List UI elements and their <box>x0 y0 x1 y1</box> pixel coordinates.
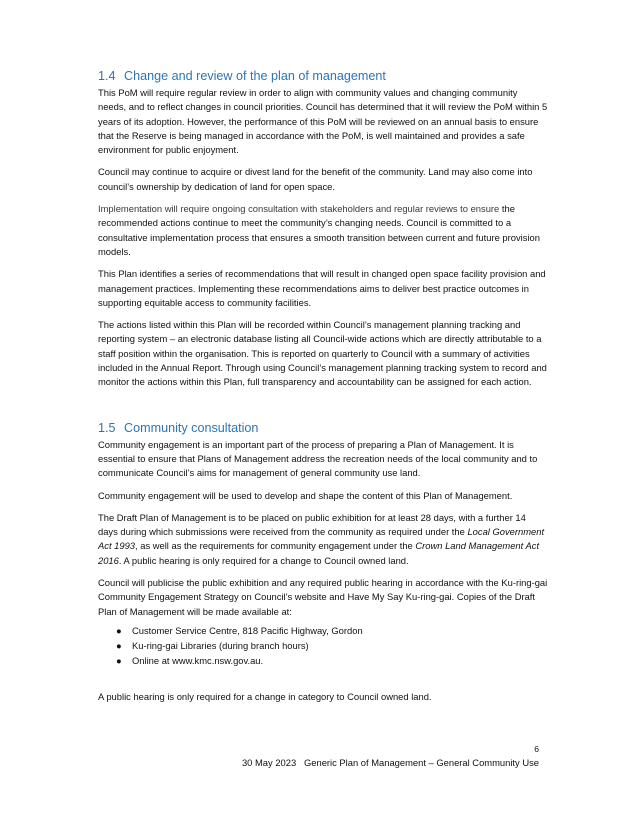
paragraph: This Plan identifies a series of recommendations that will result in changed open space facility provision and management practices. Implementing these recommendations aims to deliver best practice outcomes in supporting equitable access to community facilities. <box>98 268 546 308</box>
section-number: 1.4 <box>98 69 116 83</box>
paragraph: This PoM will require regular review in order to align with community values and changing community needs, and to reflect changes in council priorities. Council has determined that it will review the PoM within 5 years of its adoption. However, the performance of this PoM will be reviewed on an annual basis to ensure that the Reserve is being managed in accordance with the PoM, is well maintained and provides a safe environment for public enjoyment. <box>98 87 548 156</box>
list-item-text: Customer Service Centre, 818 Pacific Highway, Gordon <box>132 624 363 636</box>
document-page <box>98 68 548 712</box>
paragraph-line: Implementation will require ongoing consultation with stakeholders and regular reviews to ensure <box>98 203 500 215</box>
text-run: The Draft Plan of Management is to be placed on public exhibition for at least 28 days, with a further 14 days during which submissions were received from the community as required under the <box>98 511 526 538</box>
text-run: , as well as the requirements for community engagement under the <box>135 540 416 552</box>
bullet-icon: ● <box>116 624 122 636</box>
paragraph: The actions listed within this Plan will be recorded within Council’s management planning tracking and reporting system – an electronic database listing all Council-wide actions which are directly attributable to a staff position within the organisation. This is reported on quarterly to Council with a summary of activities included in the Annual Report. Through using Council’s management planning tracking system to record and monitor the actions within this Plan, full transparency and accountability can be assigned for each action. <box>98 319 547 388</box>
section-heading-1-5 <box>98 420 548 436</box>
list-item-text: Ku-ring-gai Libraries (during branch hours) <box>132 639 309 651</box>
act-title: Crown Land Management Act 2016 <box>98 540 540 566</box>
paragraph <box>98 202 548 259</box>
section-title: Community consultation <box>124 420 259 435</box>
paragraph-line: the recommended actions continue to meet the community’s changing needs. Council is committed to a consultative implementation process that ensures a smooth transition between current and future provision models. <box>98 203 540 257</box>
paragraph: Community engagement will be used to develop and shape the content of this Plan of Management. <box>98 489 513 501</box>
section-number: 1.5 <box>98 420 116 435</box>
text-run: . A public hearing is only required for a change to Council owned land. <box>118 554 409 566</box>
act-title: Local Government Act 1993 <box>98 526 545 552</box>
section-heading-1-4 <box>98 68 548 84</box>
availability-list <box>98 623 548 668</box>
paragraph: A public hearing is only required for a change in category to Council owned land. <box>98 690 432 702</box>
list-item <box>116 623 548 638</box>
paragraph: Council may continue to acquire or divest land for the benefit of the community. Land may also come into council’s ownership by dedication of land for open space. <box>98 166 533 192</box>
list-item <box>116 653 548 668</box>
paragraph: Council will publicise the public exhibition and any required public hearing in accordance with the Ku-ring-gai Community Engagement Strategy on Council’s website and Have My Say Ku-ring-gai. Copies of the Draft Plan of Management will be made available at: <box>98 577 548 617</box>
page-footer: 30 May 2023 Generic Plan of Management – General Community Use <box>241 757 539 768</box>
bullet-icon: ● <box>116 639 122 651</box>
list-item <box>116 638 548 653</box>
page-number: 6 <box>534 744 539 754</box>
paragraph <box>98 511 548 568</box>
paragraph: Community engagement is an important part of the process of preparing a Plan of Management. It is essential to ensure that Plans of Management address the recreation needs of the local community and to communicate Council’s aims for management of general community use land. <box>98 438 538 479</box>
section-title: Change and review of the plan of management <box>124 69 386 83</box>
bullet-icon: ● <box>116 654 122 666</box>
list-item-text: Online at www.kmc.nsw.gov.au. <box>132 654 264 666</box>
